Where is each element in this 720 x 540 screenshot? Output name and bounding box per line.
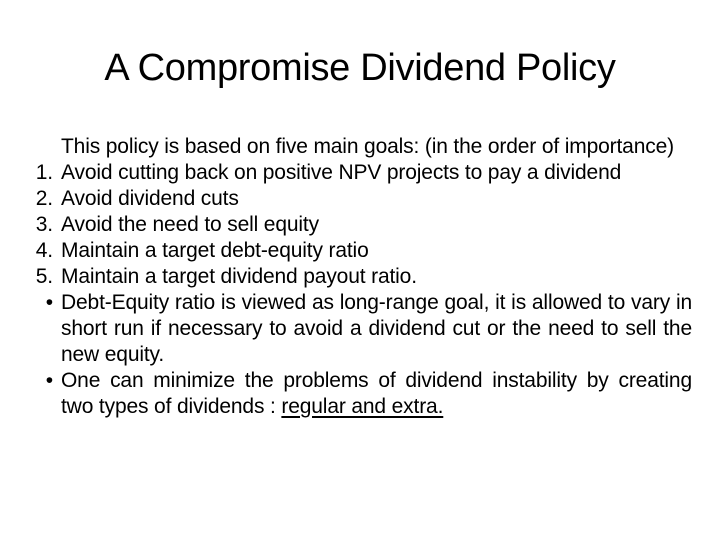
slide-title: A Compromise Dividend Policy	[104, 47, 616, 89]
underlined-phrase: regular and extra.	[281, 395, 444, 418]
bullet-marker: •	[45, 369, 53, 392]
goal-text: Avoid cutting back on positive NPV projects to pay a dividend	[61, 161, 622, 184]
slide-body	[20, 134, 692, 420]
intro-paragraph	[20, 134, 692, 160]
goal-number: 5.	[35, 265, 53, 288]
goal-text: Maintain a target debt-equity ratio	[61, 239, 369, 262]
goal-item-3	[20, 212, 692, 238]
goal-item-5	[20, 264, 692, 290]
goal-number: 4.	[35, 239, 53, 262]
intro-text: This policy is based on five main goals: (in the order of importance)	[61, 135, 674, 158]
goal-item-2	[20, 186, 692, 212]
bullet-text-plain: One can minimize the problems of dividend instability by creating two types of dividends :	[61, 369, 692, 418]
goal-item-1	[20, 160, 692, 186]
bullet-item-1	[20, 290, 692, 368]
bullet-text: Debt-Equity ratio is viewed as long-range goal, it is allowed to vary in short run if necessary to avoid a dividend cut or the need to sell the new equity.	[61, 291, 692, 366]
goal-number: 1.	[35, 161, 53, 184]
bullet-marker: •	[45, 291, 53, 314]
bullet-item-2	[20, 368, 692, 420]
goal-text: Avoid the need to sell equity	[61, 213, 319, 236]
bullet-text	[61, 368, 692, 420]
goal-text: Maintain a target dividend payout ratio.	[61, 265, 417, 288]
goal-number: 2.	[35, 187, 53, 210]
goal-item-4	[20, 238, 692, 264]
goal-number: 3.	[35, 213, 53, 236]
goal-text: Avoid dividend cuts	[61, 187, 239, 210]
